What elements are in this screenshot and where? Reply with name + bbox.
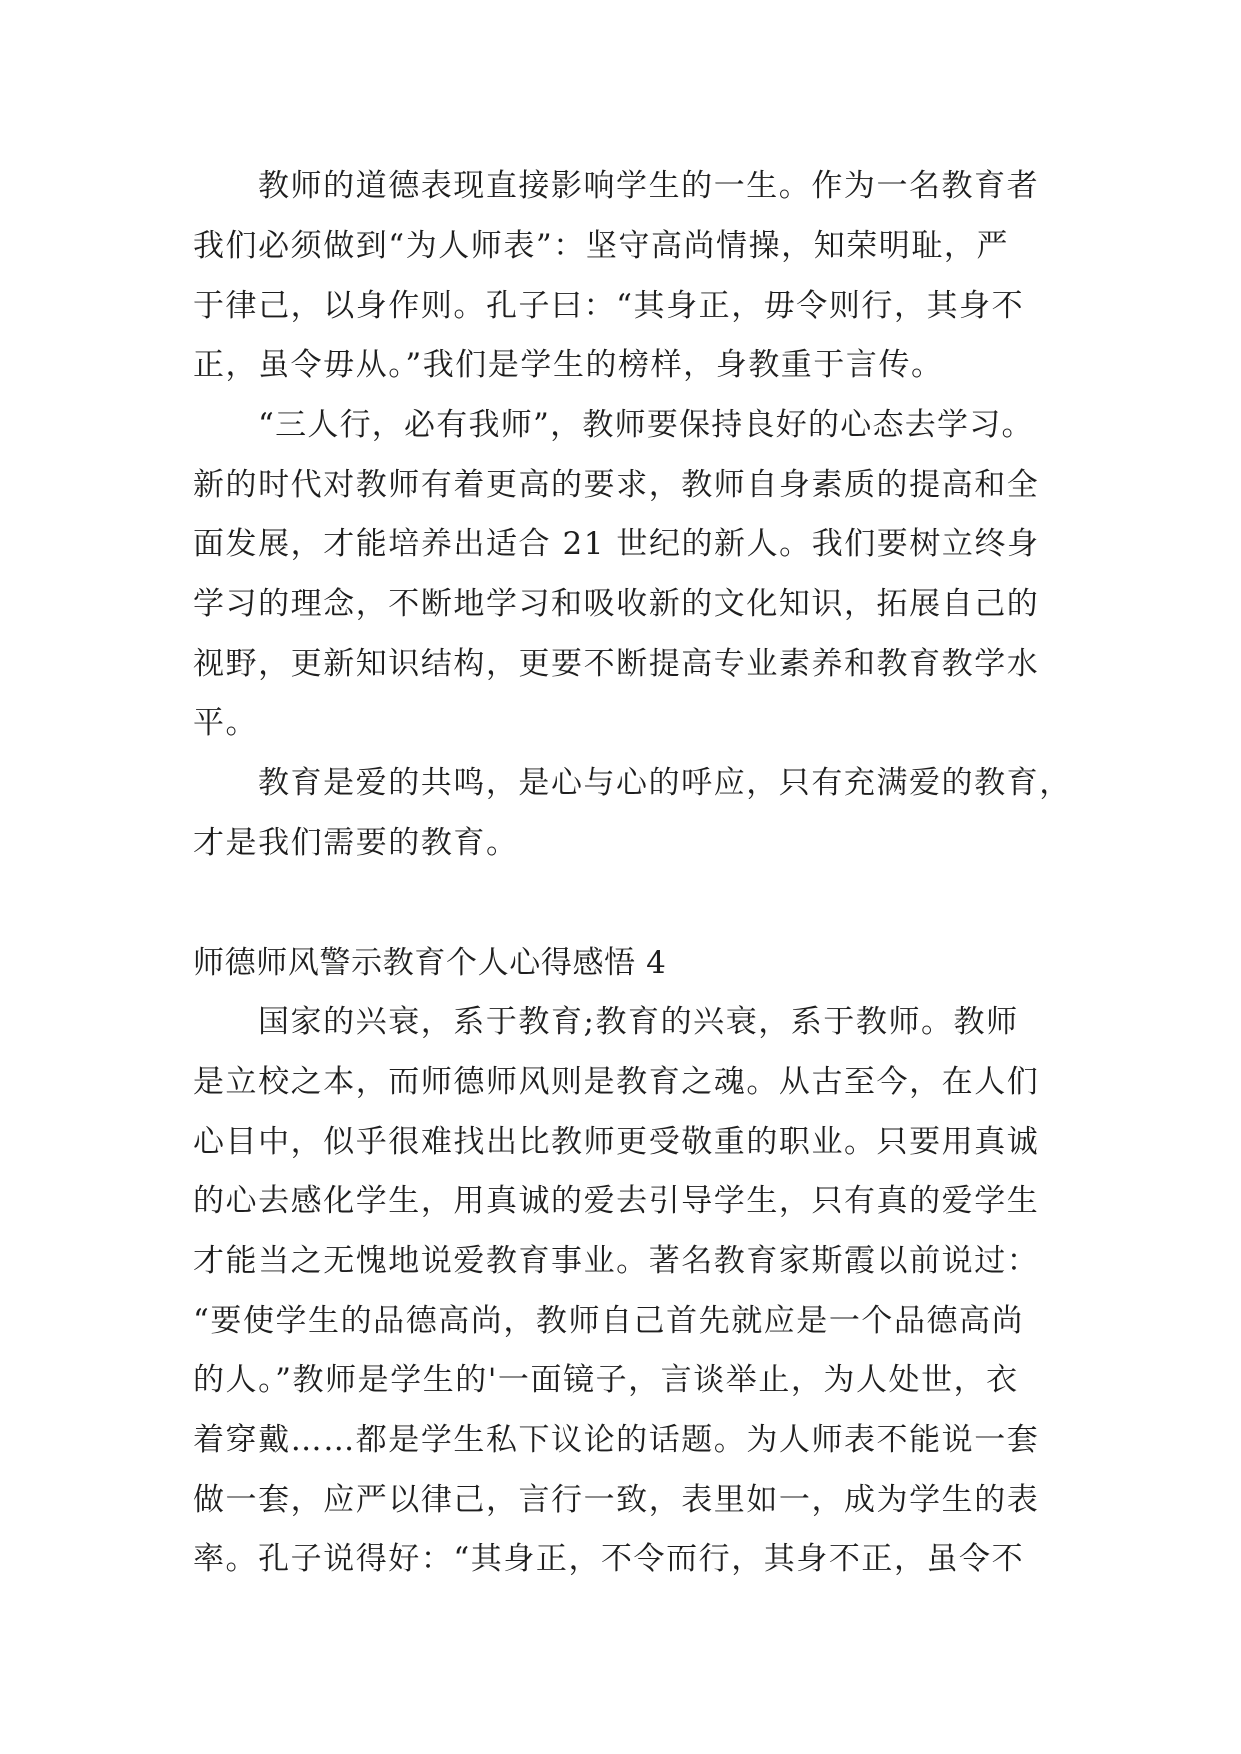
paragraph-4-line-1: 国家的兴衰，系于教育;教育的兴衰，系于教师。教师 bbox=[258, 1004, 1019, 1040]
paragraph-4-line-10: 率。孔子说得好：“其身正，不令而行，其身不正，虽令不 bbox=[193, 1541, 1025, 1577]
paragraph-2-line-3: 面发展，才能培养出适合 21 世纪的新人。我们要树立终身 bbox=[193, 526, 1040, 562]
paragraph-1-line-2: 我们必须做到“为人师表”：坚守高尚情操，知荣明耻，严 bbox=[193, 228, 1009, 264]
paragraph-4-line-3: 心目中，似乎很难找出比教师更受敬重的职业。只要用真诚 bbox=[193, 1124, 1040, 1160]
section-heading: 师德师风警示教育个人心得感悟 4 bbox=[193, 945, 667, 981]
paragraph-4-line-4: 的心去感化学生，用真诚的爱去引导学生，只有真的爱学生 bbox=[193, 1183, 1040, 1219]
paragraph-2-line-4: 学习的理念，不断地学习和吸收新的文化知识，拓展自己的 bbox=[193, 586, 1040, 622]
paragraph-2-line-1: “三人行，必有我师”，教师要保持良好的心态去学习。 bbox=[258, 407, 1034, 443]
paragraph-1-line-4: 正，虽令毋从。”我们是学生的榜样，身教重于言传。 bbox=[193, 347, 944, 383]
paragraph-3-line-1: 教育是爱的共鸣，是心与心的呼应，只有充满爱的教育， bbox=[258, 765, 1072, 801]
paragraph-4-line-6: “要使学生的品德高尚，教师自己首先就应是一个品德高尚 bbox=[193, 1303, 1025, 1339]
paragraph-2-line-6: 平。 bbox=[193, 705, 259, 741]
paragraph-4-line-9: 做一套，应严以律己，言行一致，表里如一，成为学生的表 bbox=[193, 1482, 1040, 1518]
paragraph-1-line-1: 教师的道德表现直接影响学生的一生。作为一名教育者 bbox=[258, 168, 1040, 204]
paragraph-4-line-5: 才能当之无愧地说爱教育事业。著名教育家斯霞以前说过： bbox=[193, 1243, 1040, 1279]
paragraph-4-line-7: 的人。”教师是学生的'一面镜子，言谈举止，为人处世，衣 bbox=[193, 1362, 1019, 1398]
paragraph-2-line-5: 视野，更新知识结构，更要不断提高专业素养和教育教学水 bbox=[193, 646, 1040, 682]
paragraph-2-line-2: 新的时代对教师有着更高的要求，教师自身素质的提高和全 bbox=[193, 467, 1040, 503]
paragraph-1-line-3: 于律己，以身作则。孔子曰：“其身正，毋令则行，其身不 bbox=[193, 288, 1025, 324]
paragraph-3-line-2: 才是我们需要的教育。 bbox=[193, 825, 519, 861]
paragraph-4-line-8: 着穿戴……都是学生私下议论的话题。为人师表不能说一套 bbox=[193, 1422, 1040, 1458]
paragraph-4-line-2: 是立校之本，而师德师风则是教育之魂。从古至今，在人们 bbox=[193, 1064, 1040, 1100]
